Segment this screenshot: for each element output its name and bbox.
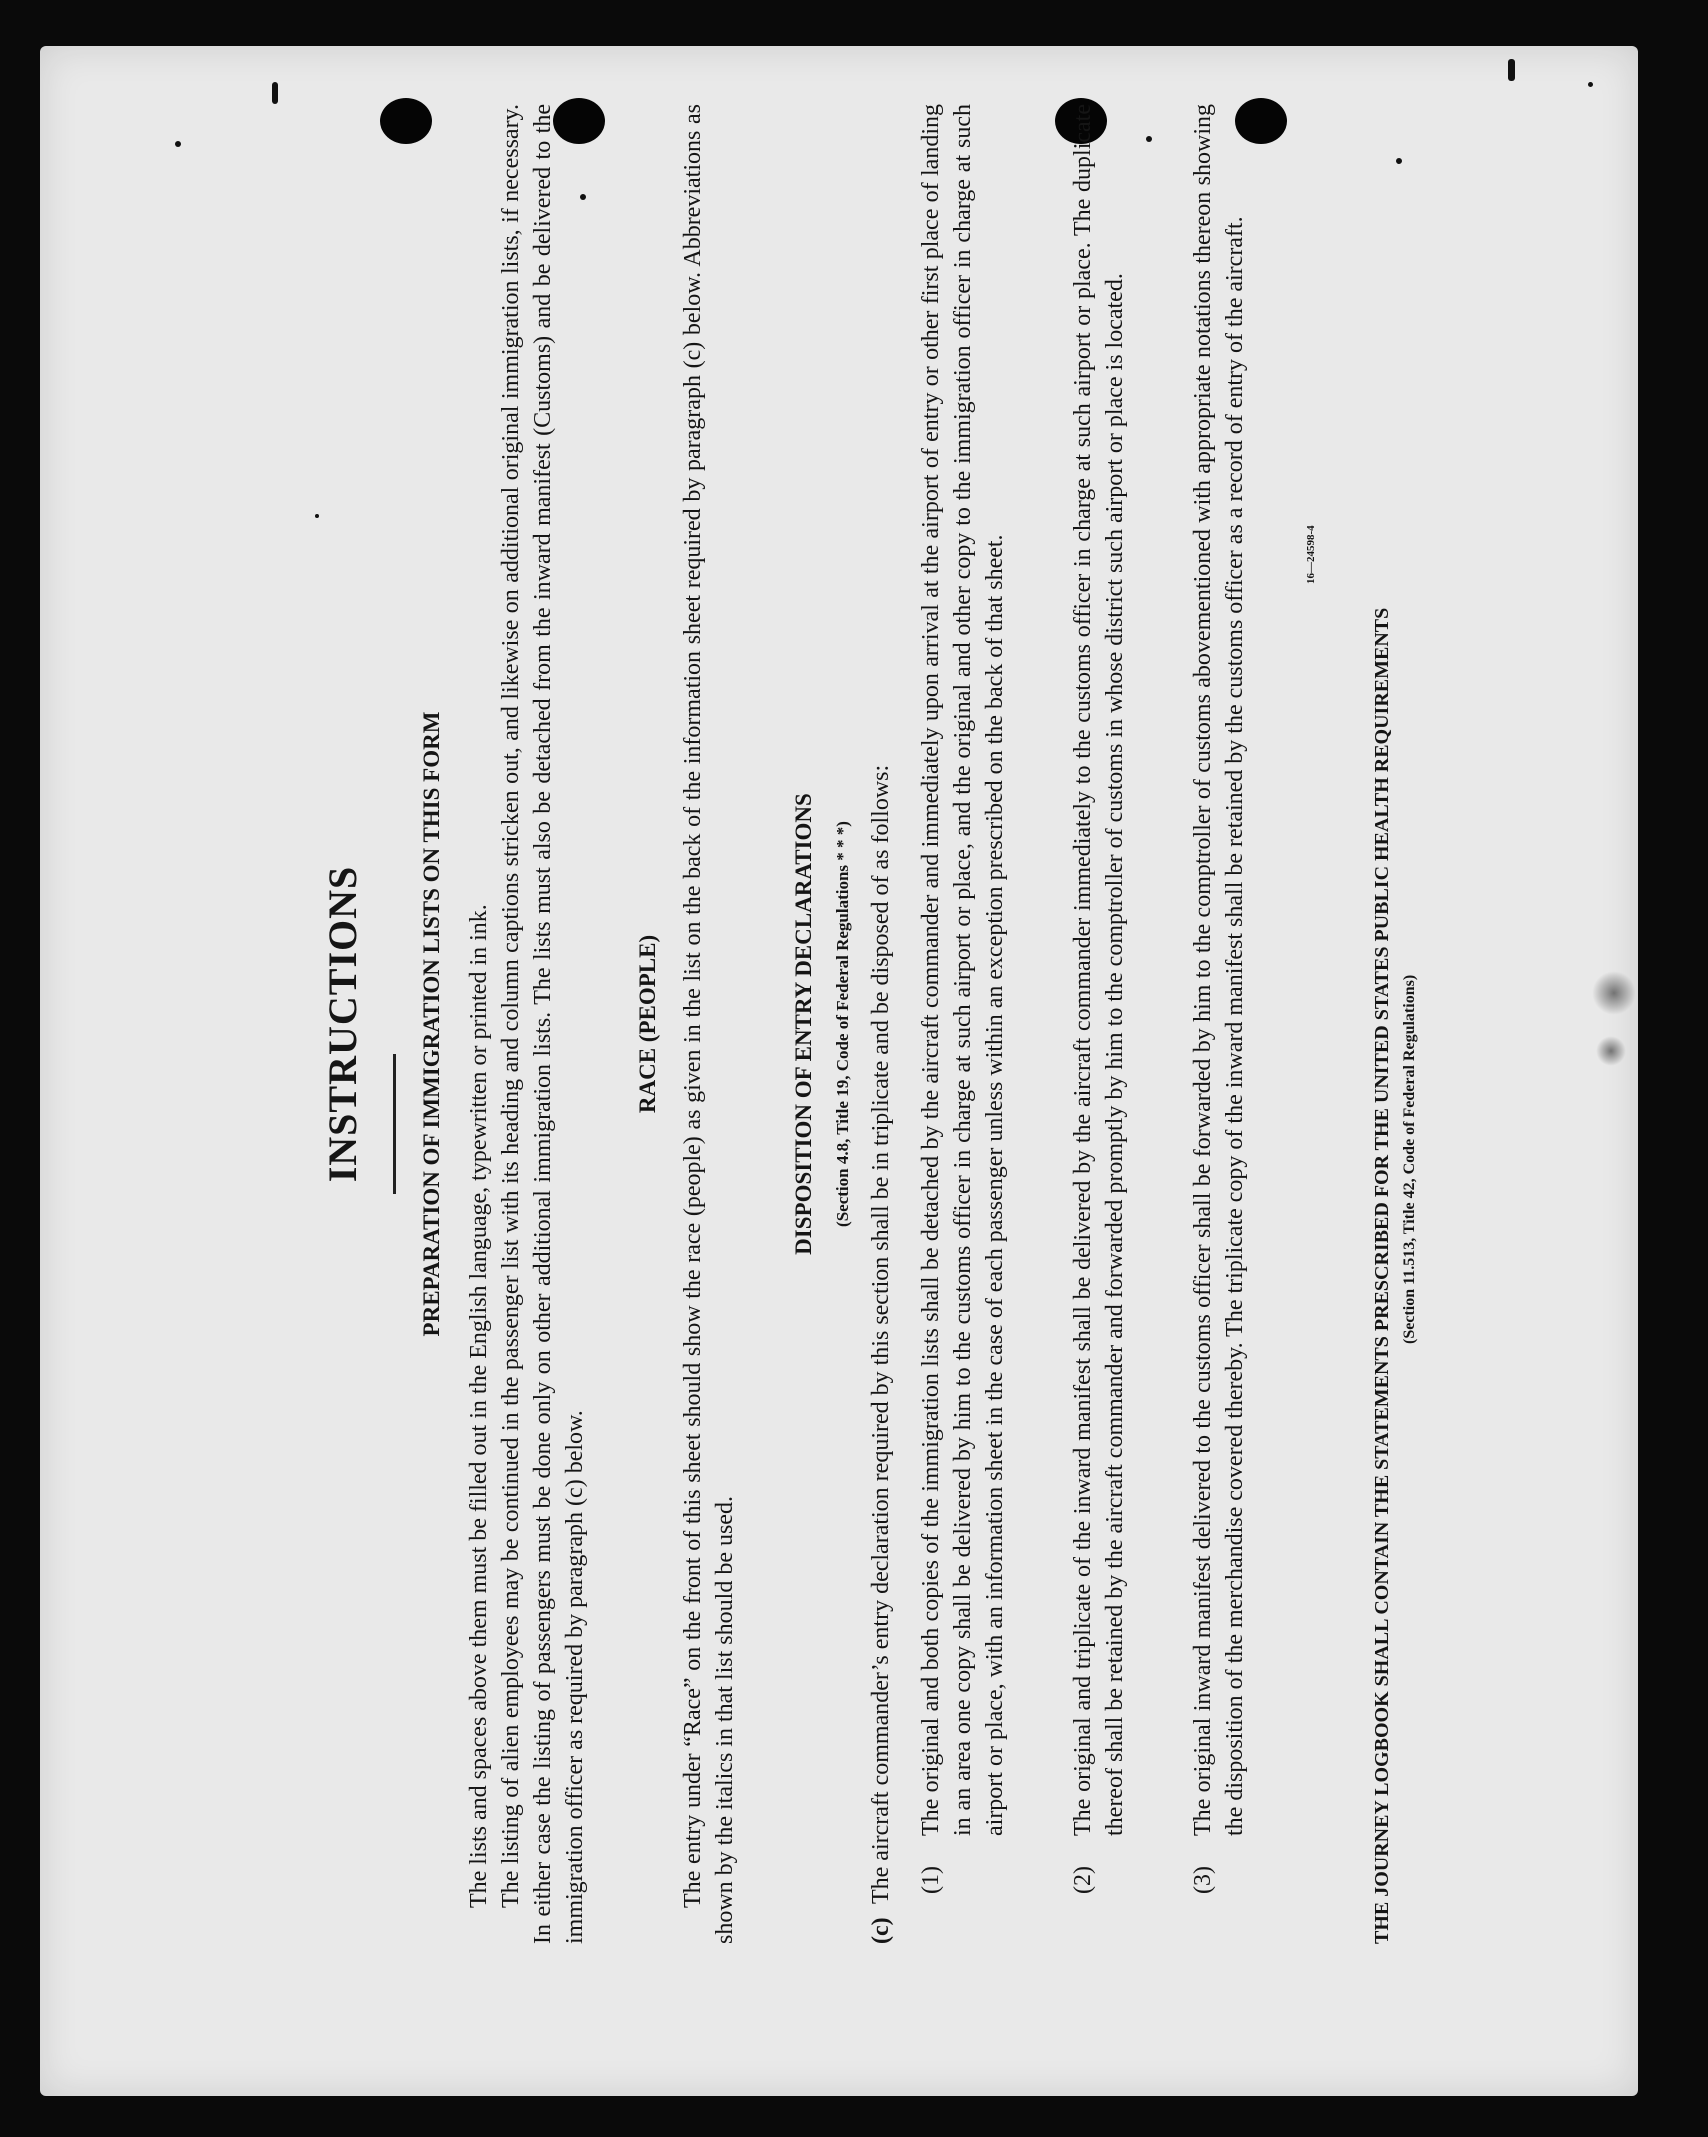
disposition-subheading: (Section 4.8, Title 19, Code of Federal Regulations * * *) (833, 821, 852, 1227)
disposition-heading: DISPOSITION OF ENTRY DECLARATIONS (791, 793, 816, 1255)
preparation-text (463, 104, 591, 1944)
item-text: The original inward manifest delivered to the customs officer shall be forwarded by him to the comptroller of customs abovementioned with appropriate notations thereon showing the disposition of the merchandise covered thereby. The triplicate copy of the inward manifest shall be retained by the customs officer as a record of entry of the aircraft. (1190, 104, 1248, 1836)
form-number: 16—24598-4 (1305, 525, 1317, 584)
item-text: The original and triplicate of the inward manifest shall be delivered by the aircraft commander immediately to the customs officer in charge at such airport or place. The duplicate thereof shall be retained by the aircraft commander and forwarded promptly by him to the comptroller of customs in whose district such airport or place is located. (1070, 104, 1128, 1836)
item-number: (1) (918, 1866, 944, 1894)
paragraph-label: (c) (868, 1917, 894, 1944)
item-number: (2) (1070, 1866, 1096, 1894)
document-page (40, 46, 1638, 2096)
preparation-paragraph-1: The lists and spaces above them must be filled out in the English language, typewritten or printed in ink. (466, 904, 492, 1908)
preparation-paragraph-2: The listing of alien employees may be continued in the passenger list with its heading and column captions stricken out, and likewise on additional original immigration lists, if necessary. In either case the listing of passengers must be done only on other additional immigration lists. The lists must also be detached from the inward manifest (Customs) and be delivered to the immigration officer as required by paragraph (c) below. (498, 104, 588, 1944)
rotated-content (305, 84, 1625, 1964)
race-text (677, 104, 741, 1944)
journey-logbook-citation: (Section 11.513, Title 42, Code of Federal Regulations) (1401, 974, 1418, 1344)
list-item (1187, 104, 1287, 1894)
journey-logbook-statement: THE JOURNEY LOGBOOK SHALL CONTAIN THE STATEMENTS PRESCRIBED FOR THE UNITED STATES PUBLIC HEALTH REQUIREMENTS (1371, 607, 1393, 1944)
speck (175, 141, 181, 147)
race-heading: RACE (PEOPLE) (635, 934, 660, 1114)
title-rule (393, 1054, 396, 1194)
speck (1508, 59, 1515, 81)
item-number: (3) (1190, 1866, 1216, 1894)
speck (272, 82, 278, 104)
race-paragraph: The entry under “Race” on the front of this sheet should show the race (people) as given in the list on the back of the information sheet required by paragraph (c) below. Abbreviations as shown by the italics in that list should be used. (680, 104, 738, 1944)
disposition-intro (865, 104, 899, 1944)
item-text: The original and both copies of the immigration lists shall be detached by the aircraft commander and immediately upon arrival at the airport of entry or other first place of landing in an area one copy shall be delivered by him to the customs officer in charge at such airport or place, and the original and other copy to the immigration officer in charge at such airport or place, with an information sheet in the case of each passenger unless within an exception prescribed on the back of that sheet. (918, 104, 1008, 1836)
preparation-heading: PREPARATION OF IMMIGRATION LISTS ON THIS FORM (419, 711, 444, 1337)
disposition-intro-text: The aircraft commander’s entry declaration required by this section shall be in triplicate and be disposed of as follows: (868, 764, 894, 1904)
page-title: INSTRUCTIONS (320, 865, 365, 1183)
list-item (915, 104, 1045, 1894)
list-item (1067, 104, 1167, 1894)
